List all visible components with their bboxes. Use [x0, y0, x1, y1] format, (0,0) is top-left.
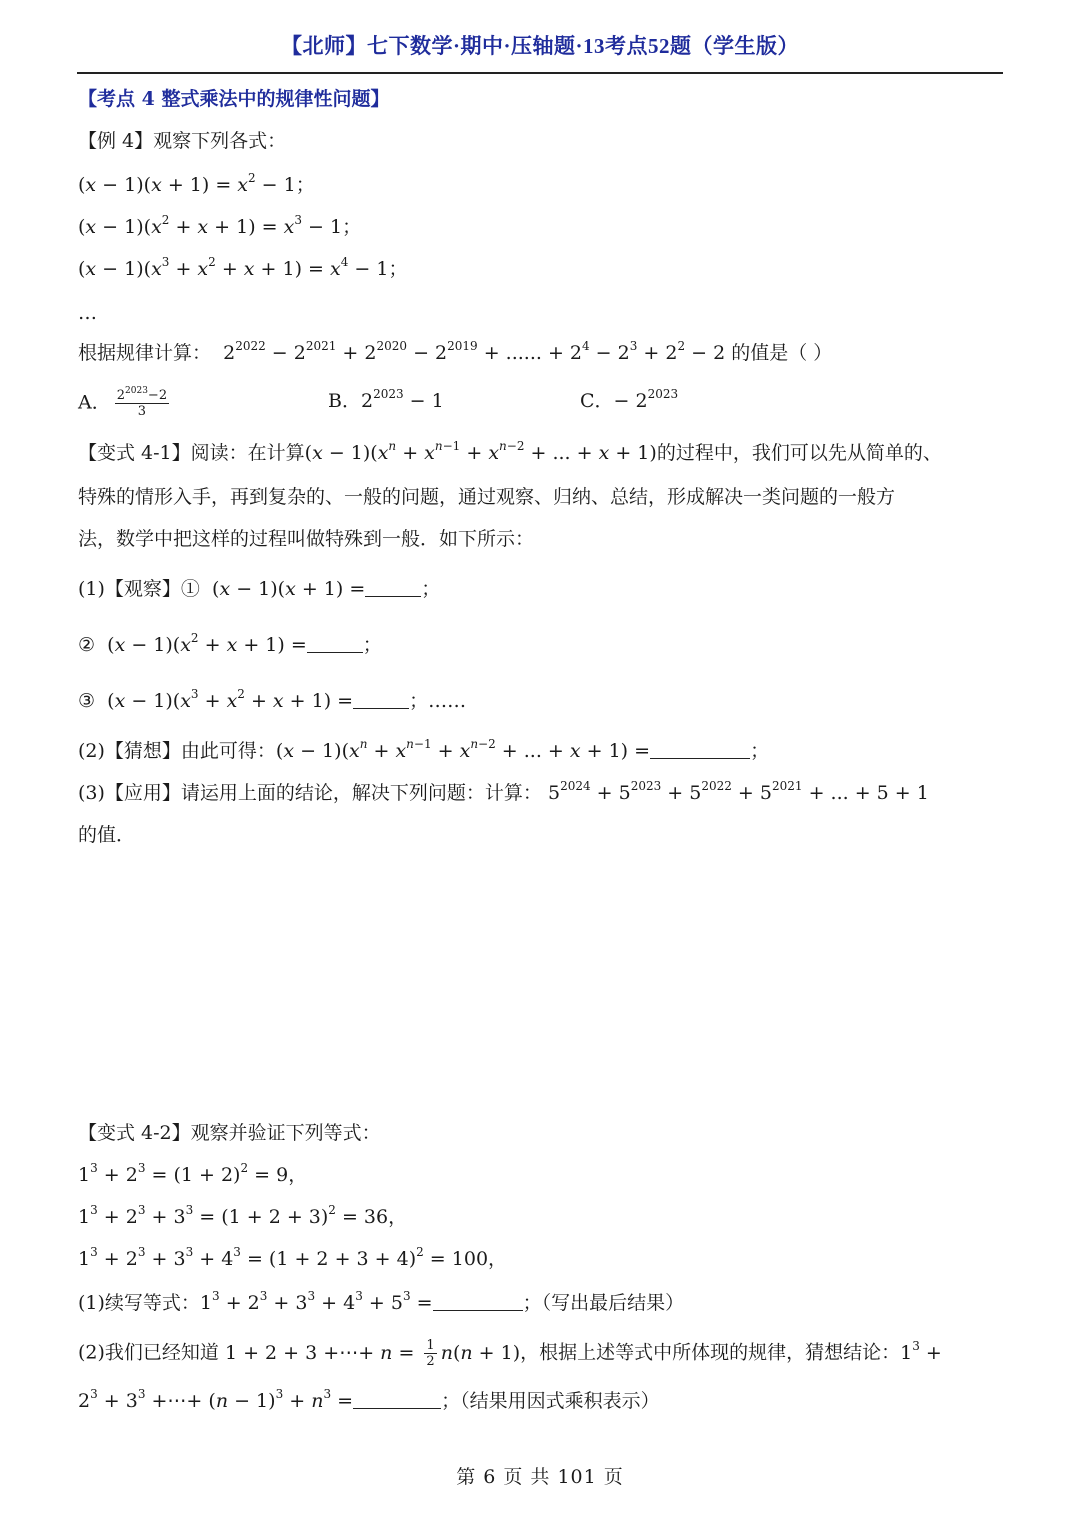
variant42-q1: (1)续写等式：$1^3 + 2^3 + 3^3 + 4^3 + 5^3$ = ；（写出最后结果）	[78, 1289, 685, 1314]
variant42-q2-cont: $2^3 + 3^3$ +⋯+ $(n - 1)^3 + n^3$ = ；（结果用因式乘积表示）	[78, 1387, 660, 1412]
q1-label: (1)【观察】①	[78, 578, 200, 600]
variant41-line2: 特殊的情形入手，再到复杂的、一般的问题，通过观察、归纳、总结，形成解决一类问题的一般方	[78, 486, 896, 508]
task-suffix: 的值是（ ）	[731, 342, 833, 364]
variant42-q2: (2)我们已经知道 1 + 2 + 3 +⋯+ n = $\frac{1}{2}$ n(n + 1)，根据上述等式中所体现的规律，猜想结论：$1^3$ +	[78, 1338, 942, 1369]
q2-note: ；（结果用因式乘积表示）	[441, 1390, 660, 1412]
variant41-case2: ② $(x - 1)(x^2 + x + 1)$ = ；	[78, 631, 382, 656]
document-header: 【北师】七下数学·期中·压轴题·13考点52题（学生版）	[280, 34, 799, 58]
answer-blank[interactable]	[365, 576, 421, 597]
example4-task: 根据规律计算： $2^{2022} - 2^{2021} + 2^{2020} - 2^{2019}$ + ...... + $2^4 - 2^3 + 2^2 - 2$ 的值是（ ）	[78, 339, 833, 364]
q2-label: (2)我们已经知道	[78, 1341, 219, 1364]
answer-blank[interactable]	[307, 632, 363, 653]
option-c: C．− $2^{2023}$	[580, 387, 679, 412]
option-b: B．$2^{2023} - 1$	[328, 387, 444, 412]
topic-title: 【考点 4 整式乘法中的规律性问题】	[78, 88, 390, 110]
example4-eq3: $(x - 1)(x^3 + x^2 + x + 1) = x^4 - 1$；	[78, 255, 408, 280]
variant41-q2: (2)【猜想】由此可得：$(x - 1)(x^n + x^{n-1} + x^{n-2}$ + ... + x + 1) = ；	[78, 737, 770, 762]
variant41-lead: 【变式 4-1】阅读：在计算$(x - 1)(x^n + x^{n-1} + x^{n-2}$ + ... + x + 1)的过程中，我们可以先从简单的、	[78, 439, 942, 464]
q2-mid: ，根据上述等式中所体现的规律，猜想结论：	[520, 1341, 901, 1364]
example4-ellipsis: …	[78, 302, 97, 324]
variant41-q1: (1)【观察】① (x − 1)(x + 1) = ；	[78, 578, 441, 600]
answer-blank[interactable]	[650, 738, 750, 759]
variant42-eq3: $1^3 + 2^3 + 3^3 + 4^3 = (1 + 2 + 3 + 4)^2 = 100$，	[78, 1245, 508, 1270]
answer-blank[interactable]	[433, 1290, 523, 1311]
case2-label: ②	[78, 634, 96, 656]
variant41-case3: ③ $(x - 1)(x^3 + x^2 + x + 1)$ = ；……	[78, 687, 467, 712]
option-a-label: A．	[78, 391, 111, 414]
task-prefix: 根据规律计算：	[78, 342, 212, 364]
variant41-lead-text: 【变式 4-1】阅读：在计算	[78, 442, 305, 464]
variant41-line3: 法，数学中把这样的过程叫做特殊到一般．如下所示：	[78, 528, 535, 550]
case3-dots: ；……	[409, 690, 467, 712]
option-a: A． $\frac{2^{2023}-2}{3}$	[78, 386, 168, 419]
q2-label: (2)【猜想】由此可得：	[78, 740, 276, 762]
q3-label: (3)【应用】请运用上面的结论，解决下列问题：计算：	[78, 782, 542, 804]
case3-label: ③	[78, 690, 96, 712]
q1-label: (1)续写等式：	[78, 1292, 200, 1314]
answer-blank[interactable]	[353, 688, 409, 709]
example4-eq2: $(x - 1)(x^2 + x + 1) = x^3 - 1$；	[78, 213, 362, 238]
option-b-label: B．	[328, 390, 361, 412]
header-rule	[77, 72, 1003, 74]
variant42-eq2: $1^3 + 2^3 + 3^3 = (1 + 2 + 3)^2 = 36$，	[78, 1203, 408, 1228]
example4-eq1: $(x - 1)(x + 1) = x^2 - 1$；	[78, 171, 315, 196]
example4-lead: 【例 4】观察下列各式：	[78, 130, 287, 152]
page-footer: 第 6 页 共 101 页	[456, 1466, 624, 1488]
variant41-lead-tail: 的过程中，我们可以先从简单的、	[656, 442, 942, 464]
variant42-eq1: $1^3 + 2^3 = (1 + 2)^2 = 9$，	[78, 1161, 308, 1186]
variant42-lead: 【变式 4-2】观察并验证下列等式：	[78, 1122, 381, 1144]
option-c-label: C．	[580, 390, 614, 412]
answer-blank[interactable]	[353, 1388, 441, 1409]
q1-note: ；（写出最后结果）	[522, 1292, 685, 1314]
variant41-q3: (3)【应用】请运用上面的结论，解决下列问题：计算： $5^{2024} + 5^{2023} + 5^{2022} + 5^{2021}$ + ... + 5 + 1	[78, 779, 929, 804]
variant41-q3-tail: 的值．	[78, 824, 136, 846]
